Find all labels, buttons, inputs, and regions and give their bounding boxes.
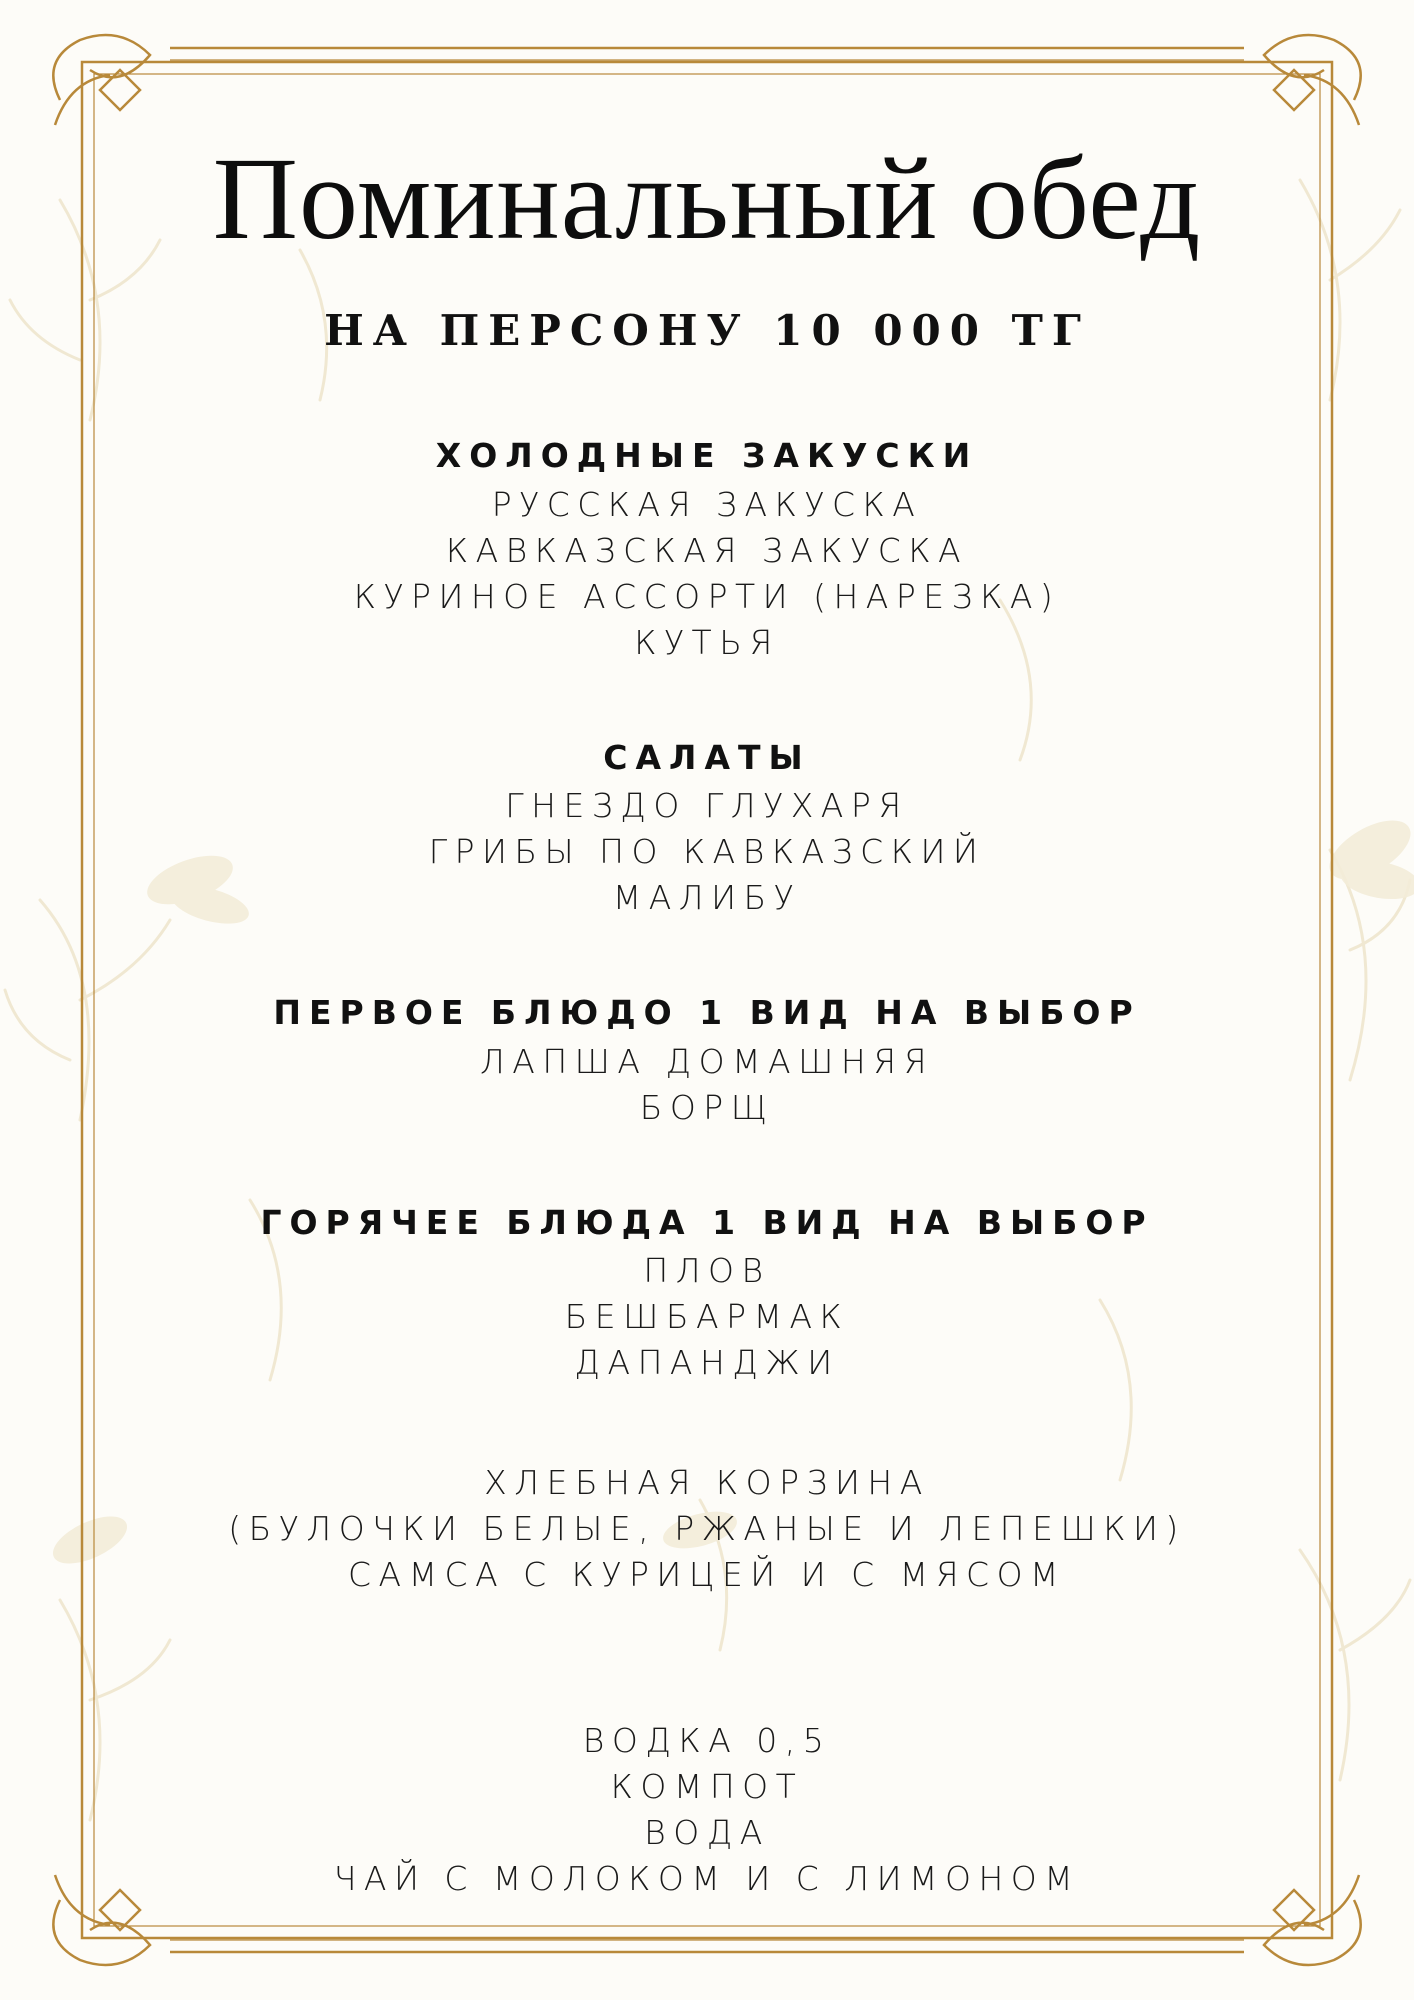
corner-ornament-top-left-icon	[53, 35, 150, 125]
menu-section-salads	[150, 738, 1264, 922]
menu-item: БЕШБАРМАК	[564, 1297, 850, 1337]
section-title: ХОЛОДНЫЕ ЗАКУСКИ	[435, 436, 979, 475]
menu-drinks	[150, 1718, 1264, 1902]
menu-title: Поминальный обед	[212, 133, 1202, 264]
menu-item: РУССКАЯ ЗАКУСКА	[491, 484, 923, 524]
menu-item: БОРЩ	[639, 1087, 775, 1127]
corner-ornament-bottom-right-icon	[1264, 1875, 1361, 1965]
menu-item: ДАПАНДЖИ	[574, 1343, 840, 1383]
menu-item: КАВКАЗСКАЯ ЗАКУСКА	[445, 530, 969, 570]
drink-item: ВОДА	[644, 1813, 770, 1853]
corner-ornament-top-right-icon	[1264, 35, 1361, 125]
menu-item: МАЛИБУ	[612, 878, 802, 918]
menu-section-first-course	[150, 993, 1264, 1131]
drink-item: КОМПОТ	[610, 1767, 804, 1807]
section-title: ГОРЯЧЕЕ БЛЮДА 1 ВИД НА ВЫБОР	[260, 1202, 1154, 1242]
menu-item: ХЛЕБНАЯ КОРЗИНА	[484, 1463, 930, 1503]
menu-item: ГНЕЗДО ГЛУХАРЯ	[505, 786, 909, 826]
menu-item: КУРИНОЕ АССОРТИ (НАРЕЗКА)	[353, 576, 1061, 616]
corner-ornament-bottom-left-icon	[53, 1875, 150, 1965]
section-title: ПЕРВОЕ БЛЮДО 1 ВИД НА ВЫБОР	[273, 993, 1141, 1033]
menu-content	[150, 120, 1264, 1902]
menu-item: САМСА С КУРИЦЕЙ И С МЯСОМ	[347, 1555, 1067, 1595]
drink-item: ВОДКА 0,5	[582, 1721, 832, 1761]
price-per-person: НА ПЕРСОНУ 10 000 ТГ	[324, 306, 1090, 355]
menu-item: ГРИБЫ ПО КАВКАЗСКИЙ	[428, 832, 986, 872]
menu-item: ЛАПША ДОМАШНЯЯ	[479, 1041, 935, 1081]
menu-item: (БУЛОЧКИ БЕЛЫЕ, РЖАНЫЕ И ЛЕПЕШКИ)	[228, 1509, 1186, 1549]
menu-extras	[150, 1460, 1264, 1598]
menu-section-hot-dishes	[150, 1203, 1264, 1387]
section-title: САЛАТЫ	[603, 737, 811, 777]
menu-item: КУТЬЯ	[634, 622, 780, 662]
drink-item: ЧАЙ С МОЛОКОМ И С ЛИМОНОМ	[333, 1859, 1081, 1899]
menu-item: ПЛОВ	[643, 1251, 771, 1291]
menu-section-cold-appetizers	[150, 436, 1264, 666]
